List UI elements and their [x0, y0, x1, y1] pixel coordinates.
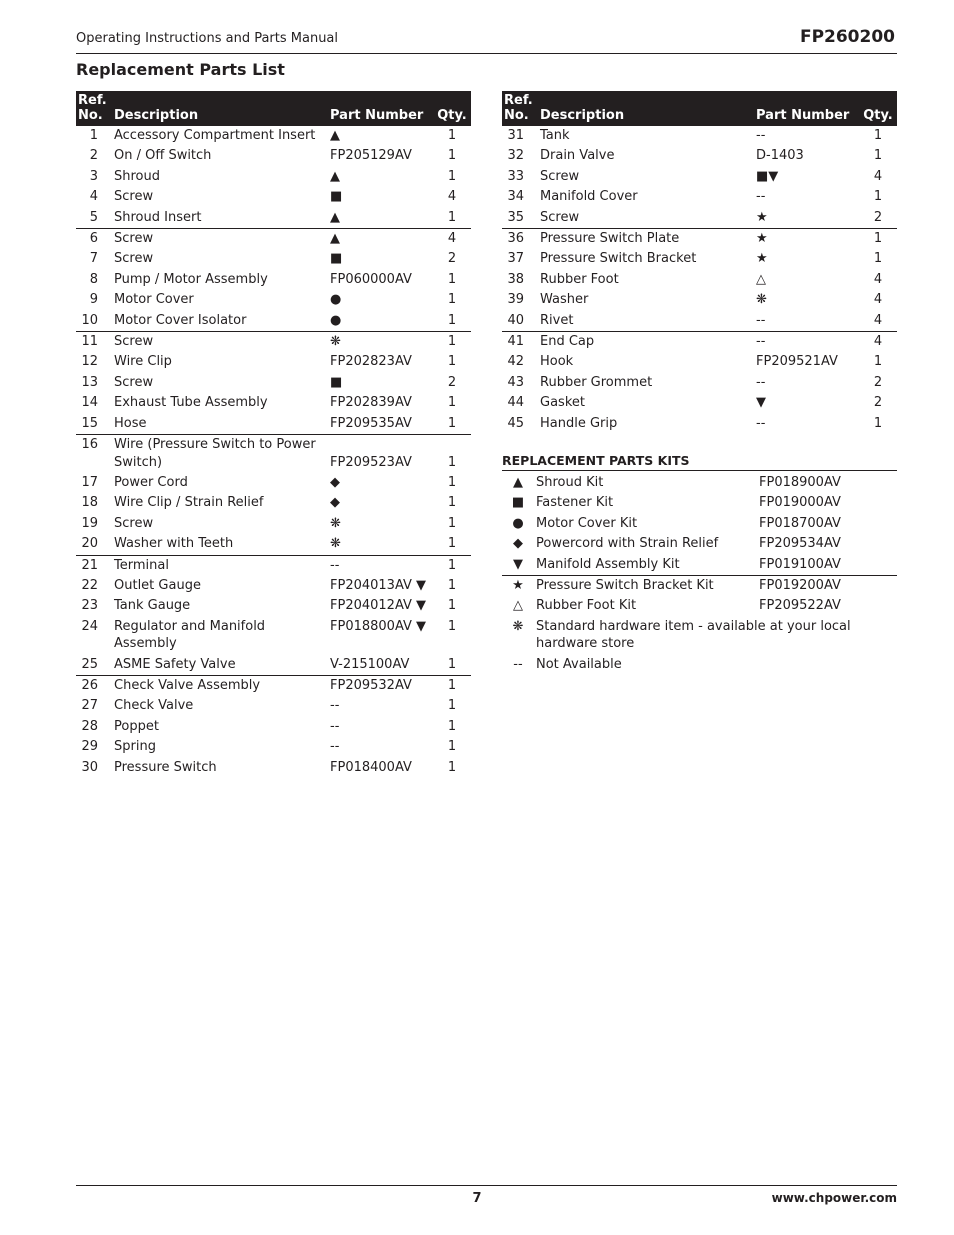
ref-no-header: Ref. No.: [76, 91, 112, 126]
kit-symbol: ▼: [513, 556, 523, 572]
description-cell: Screw: [114, 251, 154, 267]
part-number-cell: ●: [330, 292, 342, 308]
part-number-cell: V-215100AV: [330, 656, 410, 672]
part-number-cell: ●: [330, 312, 342, 328]
description-cell: Exhaust Tube Assembly: [114, 395, 268, 411]
ref-no-cell: 8: [89, 271, 98, 287]
kit-description: Not Available: [536, 656, 622, 672]
manual-title: Operating Instructions and Parts Manual: [76, 31, 339, 46]
ref-no-cell: 33: [507, 168, 524, 184]
ref-no-cell: 37: [507, 251, 524, 267]
table-row: [76, 187, 471, 207]
part-number-cell: FP204013AV ▼: [330, 577, 427, 593]
part-number-header: Part Number: [328, 91, 433, 126]
qty-cell: 1: [447, 415, 457, 431]
kit-symbol: ●: [512, 515, 524, 531]
description-cell: ASME Safety Valve: [114, 656, 236, 672]
description-cell: Drain Valve: [540, 148, 615, 164]
description-cell: Power Cord: [114, 474, 188, 490]
table-row: [76, 167, 471, 187]
table-row: [76, 576, 471, 596]
description-cell: Rivet: [540, 312, 574, 328]
kit-symbol: ❋: [512, 618, 524, 634]
part-number-cell: FP209532AV: [328, 675, 433, 696]
qty-cell: 4: [859, 332, 897, 353]
table-row: [76, 270, 471, 290]
part-number-cell: --: [756, 374, 766, 390]
description-cell: Hook: [540, 354, 574, 370]
description-cell: Gasket: [540, 395, 585, 411]
kit-row: [502, 617, 897, 655]
table-row: [76, 758, 471, 778]
part-number-cell: FP018400AV: [330, 759, 412, 775]
description-cell: Poppet: [114, 718, 159, 734]
description-cell: Pump / Motor Assembly: [114, 271, 268, 287]
ref-no-cell: 36: [502, 229, 538, 250]
ref-no-cell: 41: [502, 332, 538, 353]
qty-cell: 1: [447, 618, 457, 634]
part-number-cell: ★: [756, 251, 768, 267]
kits-table: [502, 473, 897, 675]
part-number-cell: D-1403: [756, 148, 804, 164]
table-row: [76, 249, 471, 269]
part-number-cell: --: [330, 718, 340, 734]
qty-cell: 1: [447, 354, 457, 370]
ref-no-cell: 44: [507, 395, 524, 411]
description-cell: On / Off Switch: [114, 148, 212, 164]
ref-no-cell: 17: [81, 474, 98, 490]
kit-row: [502, 555, 897, 576]
parts-table-right: [502, 91, 897, 434]
qty-cell: 1: [447, 515, 457, 531]
part-number-cell: FP209535AV: [330, 415, 412, 431]
qty-cell: 4: [873, 168, 883, 184]
ref-no-cell: 34: [507, 189, 524, 205]
qty-cell: 1: [447, 598, 457, 614]
qty-cell: 1: [873, 251, 883, 267]
description-cell: Shroud: [114, 168, 160, 184]
ref-no-cell: 20: [81, 536, 98, 552]
part-number-cell: ❋: [756, 292, 767, 308]
ref-no-cell: 1: [76, 126, 112, 147]
ref-no-cell: 30: [81, 759, 98, 775]
ref-no-cell: 7: [89, 251, 98, 267]
table-row: [76, 146, 471, 166]
ref-no-cell: 6: [76, 229, 112, 250]
description-cell: Spring: [114, 739, 156, 755]
description-cell: Accessory Compartment Insert: [112, 126, 328, 147]
ref-no-cell: 26: [76, 675, 112, 696]
ref-no-cell: 4: [89, 189, 98, 205]
qty-cell: 1: [859, 126, 897, 147]
qty-cell: 1: [447, 536, 457, 552]
page-title: Replacement Parts List: [76, 60, 285, 79]
description-cell: Pressure Switch Plate: [538, 229, 754, 250]
kit-symbol: ◆: [513, 536, 523, 552]
table-row: [76, 290, 471, 310]
description-cell: Screw: [540, 168, 580, 184]
kit-part-number: FP019100AV: [759, 556, 841, 572]
table-row: [76, 393, 471, 413]
part-number-cell: --: [330, 739, 340, 755]
ref-no-cell: 23: [81, 598, 98, 614]
ref-no-cell: 40: [507, 312, 524, 328]
part-number-cell: FP205129AV: [330, 148, 412, 164]
table-row: [76, 717, 471, 737]
table-row: [76, 596, 471, 616]
description-cell: Pressure Switch: [114, 759, 217, 775]
qty-cell: 1: [433, 435, 471, 473]
part-number-cell: --: [756, 312, 766, 328]
qty-cell: 1: [447, 148, 457, 164]
part-number-cell: FP060000AV: [330, 271, 412, 287]
qty-cell: 1: [433, 332, 471, 353]
qty-header: Qty.: [433, 91, 471, 126]
ref-no-cell: 12: [81, 354, 98, 370]
qty-cell: 4: [433, 229, 471, 250]
qty-cell: 4: [873, 292, 883, 308]
description-cell: Washer: [540, 292, 589, 308]
ref-no-cell: 25: [81, 656, 98, 672]
table-row: [76, 352, 471, 372]
ref-no-cell: 16: [76, 435, 112, 473]
kit-part-number: FP019200AV: [757, 576, 897, 597]
ref-no-cell: 11: [76, 332, 112, 353]
part-number-cell: ■: [330, 251, 343, 267]
table-row: [76, 473, 471, 493]
qty-cell: 2: [873, 209, 883, 225]
qty-cell: 1: [433, 126, 471, 147]
part-number-header: Part Number: [754, 91, 859, 126]
description-cell: Manifold Cover: [540, 189, 638, 205]
part-number-cell: FP018800AV ▼: [330, 618, 427, 634]
kits-title: REPLACEMENT PARTS KITS: [502, 453, 897, 471]
part-number-cell: FP209521AV: [756, 354, 838, 370]
table-row: [76, 373, 471, 393]
part-number-cell: ■▼: [756, 168, 779, 184]
part-number-cell: ■: [330, 189, 343, 205]
qty-cell: 1: [447, 759, 457, 775]
ref-no-cell: 19: [81, 515, 98, 531]
table-row: [76, 414, 471, 435]
ref-no-cell: 42: [507, 354, 524, 370]
description-header: Description: [112, 91, 328, 126]
ref-no-cell: 28: [81, 718, 98, 734]
part-number-cell: FP202823AV: [330, 354, 412, 370]
ref-no-cell: 5: [89, 209, 98, 225]
table-row: [76, 675, 471, 696]
kit-symbol: ■: [511, 495, 525, 511]
qty-cell: 1: [873, 415, 883, 431]
table-row: [76, 737, 471, 757]
kit-description: Standard hardware item - available at your local hardware store: [536, 618, 851, 652]
ref-no-cell: 15: [81, 415, 98, 431]
table-row: [502, 393, 897, 413]
part-number-cell: ◆: [330, 474, 340, 490]
description-cell: Shroud Insert: [114, 209, 202, 225]
qty-cell: 1: [447, 474, 457, 490]
table-row: [76, 655, 471, 676]
ref-no-cell: 32: [507, 148, 524, 164]
kit-part-number: FP209534AV: [759, 536, 841, 552]
kit-row: [502, 534, 897, 554]
qty-cell: 1: [447, 292, 457, 308]
kit-row: [502, 655, 897, 675]
kit-description: Motor Cover Kit: [536, 515, 638, 531]
qty-cell: 2: [873, 374, 883, 390]
qty-cell: 2: [873, 395, 883, 411]
ref-no-cell: 43: [507, 374, 524, 390]
description-cell: Check Valve Assembly: [112, 675, 328, 696]
ref-no-cell: 27: [81, 698, 98, 714]
table-row: [76, 696, 471, 716]
table-row: [76, 229, 471, 250]
table-row: [76, 126, 471, 147]
qty-header: Qty.: [859, 91, 897, 126]
ref-no-cell: 45: [507, 415, 524, 431]
table-row: [76, 514, 471, 534]
parts-table-left: [76, 91, 471, 778]
table-row: [502, 208, 897, 229]
part-number-cell: ▲: [330, 168, 340, 184]
description-cell: Screw: [114, 189, 154, 205]
table-row: [76, 311, 471, 332]
part-number-cell: --: [754, 332, 859, 353]
kit-row: [502, 514, 897, 534]
table-row: [502, 146, 897, 166]
qty-cell: 1: [447, 577, 457, 593]
page-number: 7: [472, 1191, 482, 1206]
part-number-cell: FP209523AV: [328, 435, 433, 473]
description-cell: Screw: [540, 209, 580, 225]
kit-description: Pressure Switch Bracket Kit: [534, 576, 757, 597]
ref-no-cell: 31: [502, 126, 538, 147]
table-row: [502, 187, 897, 207]
kit-row: [502, 493, 897, 513]
table-row: [502, 311, 897, 332]
description-cell: Rubber Grommet: [540, 374, 653, 390]
qty-cell: 4: [873, 312, 883, 328]
qty-cell: 1: [873, 189, 883, 205]
website-url: www.chpower.com: [771, 1191, 897, 1205]
ref-no-cell: 24: [81, 618, 98, 634]
table-row: [502, 352, 897, 372]
qty-cell: 1: [873, 148, 883, 164]
description-cell: Motor Cover: [114, 292, 194, 308]
table-row: [502, 332, 897, 353]
part-number-cell: --: [330, 698, 340, 714]
part-number-cell: FP204012AV ▼: [330, 598, 427, 614]
kit-description: Rubber Foot Kit: [536, 598, 637, 614]
table-row: [502, 229, 897, 250]
description-cell: Terminal: [112, 555, 328, 576]
qty-cell: 1: [859, 229, 897, 250]
description-cell: Washer with Teeth: [114, 536, 234, 552]
part-number-cell: ■: [330, 374, 343, 390]
description-cell: Check Valve: [114, 698, 194, 714]
part-number-cell: ❋: [328, 332, 433, 353]
description-cell: Screw: [114, 515, 154, 531]
part-number-cell: ◆: [330, 495, 340, 511]
kit-description: Manifold Assembly Kit: [536, 556, 680, 572]
part-number-cell: ★: [756, 209, 768, 225]
ref-no-cell: 38: [507, 271, 524, 287]
part-number-cell: ▲: [328, 229, 433, 250]
part-number-cell: △: [756, 271, 766, 287]
ref-no-cell: 14: [81, 395, 98, 411]
description-cell: Wire Clip / Strain Relief: [114, 495, 264, 511]
part-number-cell: --: [756, 189, 766, 205]
ref-no-cell: 22: [81, 577, 98, 593]
ref-no-cell: 2: [89, 148, 98, 164]
qty-cell: 1: [447, 271, 457, 287]
kit-row: [502, 596, 897, 616]
table-row: [502, 373, 897, 393]
table-row: [76, 555, 471, 576]
ref-no-cell: 9: [89, 292, 98, 308]
kit-description: Shroud Kit: [536, 475, 604, 490]
qty-cell: 1: [447, 656, 457, 672]
qty-cell: 2: [447, 251, 457, 267]
ref-no-header: Ref. No.: [502, 91, 538, 126]
description-cell: Motor Cover Isolator: [114, 312, 247, 328]
header-rule: [76, 53, 897, 54]
description-cell: Pressure Switch Bracket: [540, 251, 697, 267]
kit-description: Fastener Kit: [536, 495, 614, 511]
description-cell: Screw: [112, 332, 328, 353]
part-number-cell: FP202839AV: [330, 395, 412, 411]
description-cell: Outlet Gauge: [114, 577, 201, 593]
ref-no-cell: 3: [89, 168, 98, 184]
ref-no-cell: 29: [81, 739, 98, 755]
ref-no-cell: 35: [507, 209, 524, 225]
kit-symbol: ★: [502, 576, 534, 597]
kit-symbol: ▲: [513, 475, 523, 490]
part-number-cell: ▲: [330, 209, 340, 225]
ref-no-cell: 39: [507, 292, 524, 308]
part-number-cell: ▲: [328, 126, 433, 147]
table-row: [76, 332, 471, 353]
table-row: [502, 126, 897, 147]
kit-part-number: FP018700AV: [759, 515, 841, 531]
kit-part-number: FP209522AV: [759, 598, 841, 614]
table-row: [76, 617, 471, 655]
table-row: [502, 249, 897, 269]
kit-row: [502, 473, 897, 493]
table-row: [502, 290, 897, 310]
qty-cell: 1: [433, 555, 471, 576]
description-cell: End Cap: [538, 332, 754, 353]
table-row: [76, 493, 471, 513]
description-cell: Wire Clip: [114, 354, 172, 370]
qty-cell: 1: [447, 718, 457, 734]
footer-rule: [76, 1185, 897, 1186]
part-number-cell: --: [328, 555, 433, 576]
qty-cell: 1: [447, 168, 457, 184]
table-row: [76, 534, 471, 555]
table-row: [502, 167, 897, 187]
table-row: [502, 414, 897, 434]
ref-no-cell: 21: [76, 555, 112, 576]
kit-part-number: FP019000AV: [759, 495, 841, 511]
part-number-cell: ▼: [756, 395, 766, 411]
qty-cell: 1: [447, 395, 457, 411]
qty-cell: 1: [447, 739, 457, 755]
kit-description: Powercord with Strain Relief: [536, 536, 719, 552]
qty-cell: 1: [447, 698, 457, 714]
qty-cell: 1: [433, 675, 471, 696]
description-cell: Tank: [538, 126, 754, 147]
part-number-cell: ❋: [330, 515, 341, 531]
description-cell: Regulator and Manifold Assembly: [114, 618, 266, 652]
kit-symbol: △: [513, 598, 523, 614]
table-row: [502, 270, 897, 290]
description-cell: Hose: [114, 415, 147, 431]
description-cell: Screw: [112, 229, 328, 250]
qty-cell: 2: [447, 374, 457, 390]
description-cell: Tank Gauge: [114, 598, 191, 614]
qty-cell: 1: [447, 209, 457, 225]
description-cell: Screw: [114, 374, 154, 390]
description-cell: Handle Grip: [540, 415, 618, 431]
description-header: Description: [538, 91, 754, 126]
model-number: FP260200: [799, 27, 895, 47]
description-cell: Rubber Foot: [540, 271, 619, 287]
ref-no-cell: 18: [81, 495, 98, 511]
kit-part-number: FP018900AV: [759, 475, 841, 490]
kit-symbol: --: [513, 656, 523, 672]
part-number-cell: --: [756, 415, 766, 431]
qty-cell: 1: [873, 354, 883, 370]
part-number-cell: ★: [754, 229, 859, 250]
table-row: [76, 435, 471, 473]
qty-cell: 4: [873, 271, 883, 287]
part-number-cell: ❋: [330, 536, 341, 552]
ref-no-cell: 10: [81, 312, 98, 328]
part-number-cell: --: [754, 126, 859, 147]
ref-no-cell: 13: [81, 374, 98, 390]
qty-cell: 1: [447, 312, 457, 328]
qty-cell: 1: [447, 495, 457, 511]
description-cell: Wire (Pressure Switch to Power Switch): [112, 435, 328, 473]
qty-cell: 4: [447, 189, 457, 205]
table-row: [76, 208, 471, 229]
kit-row: [502, 576, 897, 597]
